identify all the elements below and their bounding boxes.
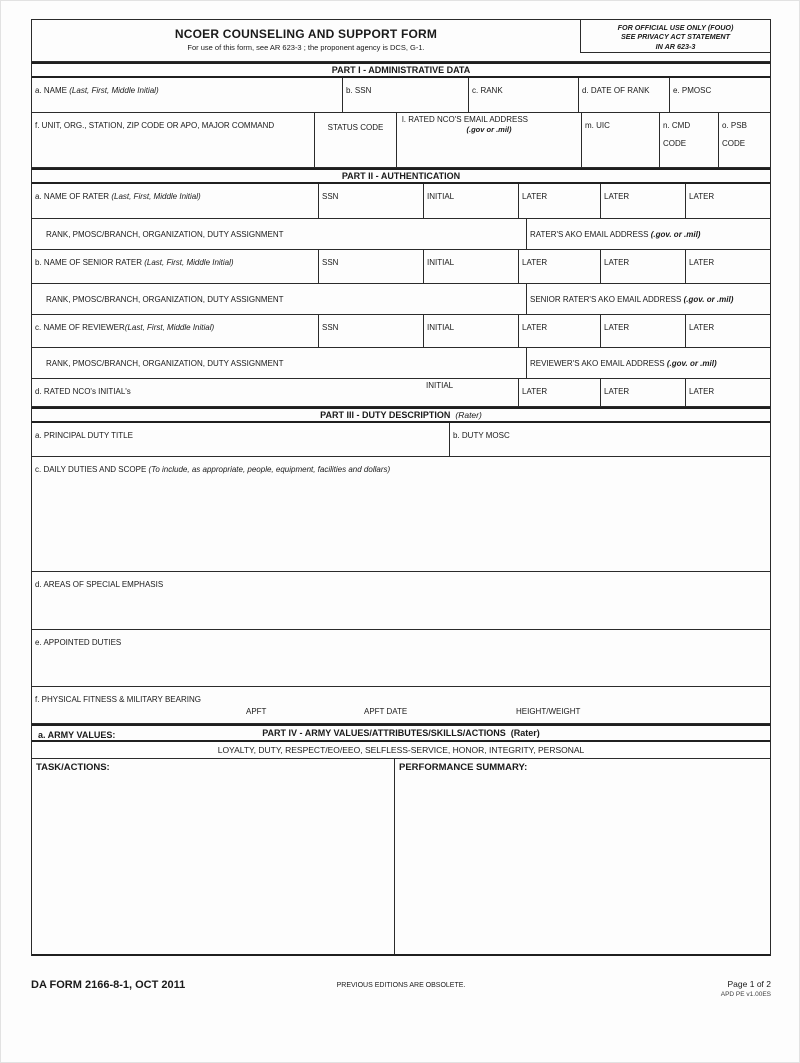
reviewer-rank-row <box>32 348 770 379</box>
reviewer-rank-field[interactable] <box>32 348 527 378</box>
senior-rater-ssn-field[interactable] <box>319 250 424 283</box>
part4-section-header <box>32 724 770 742</box>
psb-code-field[interactable] <box>719 113 770 167</box>
later-col-label: LATER <box>522 192 548 201</box>
rated-nco-email-label: l. RATED NCO'S EMAIL ADDRESS <box>402 115 528 124</box>
status-code-label: STATUS CODE <box>327 123 384 132</box>
appointed-duties-field[interactable] <box>32 630 770 686</box>
reviewer-name-row <box>32 315 770 348</box>
senior-rater-later-field-1[interactable] <box>519 250 601 283</box>
rater-later-field-3[interactable] <box>686 184 770 218</box>
senior-rater-name-hint: (Last, First, Middle Initial) <box>144 258 234 267</box>
name-field[interactable] <box>32 78 343 112</box>
pmosc-label: e. PMOSC <box>673 86 712 95</box>
senior-rater-initial-field[interactable] <box>424 250 519 283</box>
name-hint: (Last, First, Middle Initial) <box>69 86 159 95</box>
initial-col-label: INITIAL <box>427 323 455 332</box>
uic-label: m. UIC <box>585 121 610 130</box>
rated-nco-later-field-3[interactable] <box>686 379 770 406</box>
date-of-rank-field[interactable] <box>579 78 670 112</box>
reviewer-later-field-2[interactable] <box>601 315 686 347</box>
name-label: a. NAME <box>35 86 68 95</box>
part3-section-header <box>32 407 770 423</box>
page-number: Page 1 of 2 <box>727 979 771 989</box>
date-of-rank-label: d. DATE OF RANK <box>582 86 650 95</box>
later-col-label: LATER <box>604 323 630 332</box>
rater-rank-label: RANK, PMOSC/BRANCH, ORGANIZATION, DUTY ASSIGNMENT <box>46 230 284 239</box>
psb-code-label: o. PSB CODE <box>722 121 747 148</box>
senior-rater-later-field-3[interactable] <box>686 250 770 283</box>
principal-duty-title-field[interactable] <box>32 423 450 456</box>
part4-title-hint: (Rater) <box>510 728 540 738</box>
senior-rater-later-field-2[interactable] <box>601 250 686 283</box>
later-col-label: LATER <box>689 387 715 396</box>
later-col-label: LATER <box>604 258 630 267</box>
unit-field[interactable] <box>32 113 315 167</box>
senior-rater-rank-field[interactable] <box>32 284 527 314</box>
senior-rater-name-row <box>32 250 770 284</box>
fouo-line-3: IN AR 623-3 <box>655 41 696 51</box>
reviewer-later-field-1[interactable] <box>519 315 601 347</box>
pmosc-field[interactable] <box>670 78 770 112</box>
special-emphasis-field[interactable] <box>32 572 770 629</box>
reviewer-later-field-3[interactable] <box>686 315 770 347</box>
fouo-line-2: SEE PRIVACY ACT STATEMENT <box>620 32 731 42</box>
task-actions-label: TASK/ACTIONS: <box>36 762 110 773</box>
daily-duties-hint: (To include, as appropriate, people, equipment, facilities and dollars) <box>148 465 391 474</box>
apft-label: APFT <box>246 707 267 716</box>
army-values-label: a. ARMY VALUES: <box>38 730 116 740</box>
form-title: NCOER COUNSELING AND SUPPORT FORM <box>174 27 438 41</box>
reviewer-email-field[interactable] <box>527 348 770 378</box>
duty-mosc-label: b. DUTY MOSC <box>453 431 510 440</box>
status-code-field[interactable] <box>315 113 397 167</box>
rated-nco-initials-label: d. RATED NCO's INITIAL's <box>35 387 131 396</box>
ssn-label: b. SSN <box>346 86 372 95</box>
reviewer-email-label: REVIEWER'S AKO EMAIL ADDRESS <box>530 359 665 368</box>
rated-nco-later-field-1[interactable] <box>519 379 601 406</box>
part1-section-header <box>32 62 770 78</box>
senior-rater-rank-label: RANK, PMOSC/BRANCH, ORGANIZATION, DUTY ASSIGNMENT <box>46 295 284 304</box>
later-col-label: LATER <box>689 192 715 201</box>
rater-email-label: RATER'S AKO EMAIL ADDRESS <box>530 230 649 239</box>
later-col-label: LATER <box>689 258 715 267</box>
later-col-label: LATER <box>604 192 630 201</box>
uic-field[interactable] <box>582 113 660 167</box>
part4-title: PART IV - ARMY VALUES/ATTRIBUTES/SKILLS/ACTIONS <box>262 728 506 738</box>
part1-row-1 <box>32 78 770 113</box>
unit-label: f. UNIT, ORG., STATION, ZIP CODE OR APO, MAJOR COMMAND <box>35 121 275 130</box>
obsolete-note: PREVIOUS EDITIONS ARE OBSOLETE. <box>336 982 466 989</box>
later-col-label: LATER <box>522 323 548 332</box>
part3-row-c <box>32 457 770 572</box>
senior-rater-email-field[interactable] <box>527 284 770 314</box>
army-values-list: LOYALTY, DUTY, RESPECT/EO/EEO, SELFLESS-SERVICE, HONOR, INTEGRITY, PERSONAL <box>32 742 770 759</box>
part1-title: PART I - ADMINISTRATIVE DATA <box>331 65 471 75</box>
part3-title: PART III - DUTY DESCRIPTION <box>320 410 451 420</box>
part1-row-2 <box>32 113 770 168</box>
rank-label: c. RANK <box>472 86 503 95</box>
special-emphasis-label: d. AREAS OF SPECIAL EMPHASIS <box>35 580 164 589</box>
performance-summary-field[interactable] <box>395 759 770 954</box>
part3-row-d <box>32 572 770 630</box>
part4-task-area <box>32 759 770 956</box>
cmd-code-label: n. CMD CODE <box>663 121 691 148</box>
ssn-col-label: SSN <box>322 323 339 332</box>
rated-nco-later-field-2[interactable] <box>601 379 686 406</box>
appointed-duties-label: e. APPOINTED DUTIES <box>35 638 122 647</box>
part2-section-header <box>32 168 770 184</box>
fouo-line-1: FOR OFFICIAL USE ONLY (FOUO) <box>617 23 734 32</box>
initial-col-label: INITIAL <box>427 192 455 201</box>
physical-fitness-field[interactable] <box>32 687 770 723</box>
part3-row-ab <box>32 423 770 457</box>
principal-duty-title-label: a. PRINCIPAL DUTY TITLE <box>35 431 133 440</box>
rater-email-field[interactable] <box>527 219 770 249</box>
task-actions-field[interactable] <box>32 759 395 954</box>
height-weight-label: HEIGHT/WEIGHT <box>516 707 581 716</box>
ncoer-form <box>31 19 771 956</box>
daily-duties-field[interactable] <box>32 457 770 571</box>
rater-rank-row <box>32 219 770 250</box>
form-subtitle: For use of this form, see AR 623-3 ; the proponent agency is DCS, G-1. <box>187 43 425 52</box>
reviewer-email-hint: (.gov. or .mil) <box>666 359 717 368</box>
reviewer-name-field[interactable] <box>32 315 319 347</box>
rater-later-field-1[interactable] <box>519 184 601 218</box>
physical-fitness-label: f. PHYSICAL FITNESS & MILITARY BEARING <box>35 695 201 704</box>
rater-name-label: a. NAME OF RATER <box>35 192 110 201</box>
later-col-label: LATER <box>689 323 715 332</box>
senior-rater-name-label: b. NAME OF SENIOR RATER <box>35 258 142 267</box>
name-label-wrap <box>35 86 159 95</box>
part3-title-hint: (Rater) <box>455 410 482 420</box>
senior-rater-rank-row <box>32 284 770 315</box>
performance-summary-label: PERFORMANCE SUMMARY: <box>399 762 528 773</box>
rater-name-hint: (Last, First, Middle Initial) <box>111 192 201 201</box>
rater-email-hint: (.gov. or .mil) <box>650 230 701 239</box>
form-number: DA FORM 2166-8-1, OCT 2011 <box>31 979 186 991</box>
reviewer-ssn-field[interactable] <box>319 315 424 347</box>
senior-rater-name-field[interactable] <box>32 250 319 283</box>
part3-row-e <box>32 630 770 687</box>
apft-date-label: APFT DATE <box>364 707 408 716</box>
form-header <box>32 20 770 62</box>
rater-initial-field[interactable] <box>424 184 519 218</box>
rater-rank-field[interactable] <box>32 219 527 249</box>
form-title-block <box>32 20 580 61</box>
later-col-label: LATER <box>522 258 548 267</box>
senior-rater-email-hint: (.gov. or .mil) <box>683 295 734 304</box>
apd-version: APD PE v1.00ES <box>720 991 771 998</box>
ssn-field[interactable] <box>343 78 469 112</box>
cmd-code-field[interactable] <box>660 113 719 167</box>
reviewer-name-hint: (Last, First, Middle Initial) <box>124 323 215 332</box>
part2-title: PART II - AUTHENTICATION <box>341 171 461 181</box>
senior-rater-email-label: SENIOR RATER'S AKO EMAIL ADDRESS <box>530 295 682 304</box>
later-col-label: LATER <box>522 387 548 396</box>
rater-ssn-field[interactable] <box>319 184 424 218</box>
initial-col-label: INITIAL <box>427 258 455 267</box>
rated-nco-email-field[interactable] <box>397 113 582 167</box>
rated-nco-initials-field[interactable] <box>32 379 519 406</box>
rated-nco-email-hint: (.gov or .mil) <box>466 124 512 134</box>
rater-name-field[interactable] <box>32 184 319 218</box>
daily-duties-label: c. DAILY DUTIES AND SCOPE <box>35 465 147 474</box>
initial-col-label: INITIAL <box>426 381 454 390</box>
ssn-col-label: SSN <box>322 258 339 267</box>
duty-mosc-field[interactable] <box>450 423 770 456</box>
part3-row-f <box>32 687 770 724</box>
rank-field[interactable] <box>469 78 579 112</box>
rater-later-field-2[interactable] <box>601 184 686 218</box>
rater-name-row <box>32 184 770 219</box>
reviewer-initial-field[interactable] <box>424 315 519 347</box>
fouo-notice <box>580 20 770 53</box>
reviewer-name-label: c. NAME OF REVIEWER <box>35 323 125 332</box>
later-col-label: LATER <box>604 387 630 396</box>
rated-nco-initials-row <box>32 379 770 407</box>
ssn-col-label: SSN <box>322 192 339 201</box>
reviewer-rank-label: RANK, PMOSC/BRANCH, ORGANIZATION, DUTY ASSIGNMENT <box>46 359 284 368</box>
